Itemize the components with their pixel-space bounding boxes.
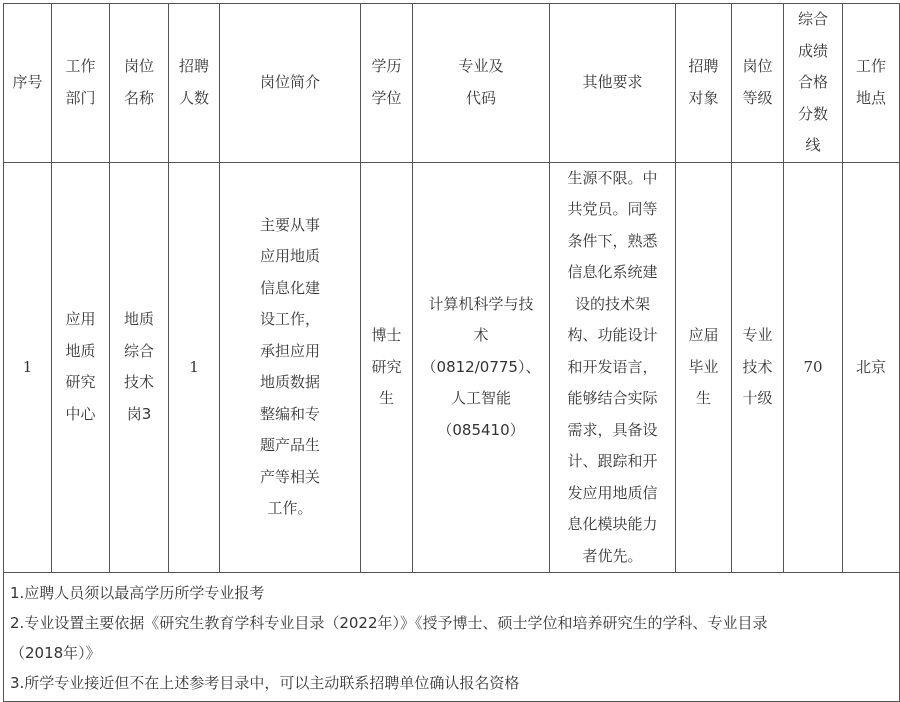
- cell-line: 其他要求: [582, 73, 643, 91]
- cell-line: 设的技术架: [574, 294, 650, 313]
- cell-line: 产等相关: [259, 467, 320, 486]
- cell-line: 序号: [12, 73, 43, 91]
- cell-line: 计算机科学与技: [428, 294, 534, 313]
- cell-line: 主要从事: [259, 215, 320, 234]
- cell-line: （085410）: [437, 420, 525, 439]
- cell-line: 博士: [371, 326, 402, 344]
- header-count: [169, 4, 220, 163]
- cell-line: 能够结合实际: [567, 389, 658, 407]
- cell-line: 技术: [742, 357, 773, 376]
- cell-line: 毕业: [688, 357, 719, 376]
- cell-line: 研究: [371, 357, 402, 376]
- cell-line: 岗3: [126, 404, 152, 423]
- cell-line: 共党员。同等: [567, 200, 658, 218]
- cell-line: 岗位: [742, 57, 773, 76]
- notes: [4, 573, 899, 698]
- cell-line: 工作: [65, 57, 96, 76]
- cell-line: 生: [695, 389, 711, 407]
- cell-line: 构、功能设计: [567, 326, 658, 344]
- cell-line: 分数: [797, 104, 828, 123]
- cell-other: [550, 162, 676, 573]
- header-dept: [52, 4, 110, 163]
- cell-edu-text: [371, 320, 401, 415]
- cell-line: 信息化建: [259, 278, 320, 297]
- cell-line: 成绩: [797, 41, 828, 60]
- header-other-text: [582, 67, 642, 99]
- cell-level: [732, 162, 784, 573]
- header-intro: [220, 4, 361, 163]
- cell-line: 招聘: [178, 57, 209, 76]
- cell-line: 人数: [178, 88, 209, 107]
- cell-line: 计、跟踪和开: [567, 452, 658, 470]
- cell-line: 地质: [65, 341, 96, 360]
- cell-major-text: [422, 289, 541, 447]
- header-row: [4, 4, 900, 163]
- cell-line: 中心: [65, 404, 96, 423]
- cell-line: 整编和专: [259, 404, 320, 423]
- cell-location: 北京: [843, 162, 900, 573]
- note-2: 2.专业设置主要依据《研究生教育学科专业目录（2022年）》《授予博士、硕士学位和培养研究生的学科、专业目录: [10, 614, 768, 632]
- note-1: 1.应聘人员须以最高学历所学专业报考: [10, 584, 265, 602]
- cell-line: 对象: [688, 88, 719, 107]
- cell-line: 代码: [465, 88, 496, 107]
- cell-intro: [220, 162, 361, 573]
- cell-post-text: [124, 304, 154, 430]
- header-other: [550, 4, 676, 163]
- cell-line: 发应用地质信: [567, 483, 658, 502]
- cell-line: 合格: [797, 73, 828, 91]
- recruitment-table: [3, 3, 900, 702]
- header-level-text: [742, 51, 772, 114]
- header-intro-text: [260, 67, 320, 99]
- cell-score: 70: [784, 162, 843, 573]
- cell-line: 综合: [123, 341, 154, 360]
- cell-line: 和开发语言，: [567, 357, 658, 376]
- cell-line: 学位: [371, 88, 402, 107]
- header-level: [732, 4, 784, 163]
- cell-seq: 1: [4, 162, 52, 573]
- cell-line: 设工作，: [259, 310, 320, 329]
- cell-post: [110, 162, 169, 573]
- cell-line: 线: [805, 136, 821, 154]
- cell-line: 部门: [65, 88, 96, 107]
- cell-line: 承担应用: [259, 341, 320, 360]
- header-post: [110, 4, 169, 163]
- header-dept-text: [65, 51, 95, 114]
- cell-level-text: [742, 320, 772, 415]
- header-location: [843, 4, 900, 163]
- header-post-text: [124, 51, 154, 114]
- cell-line: 综合: [797, 10, 828, 28]
- table-row: [4, 162, 900, 573]
- cell-line: 息化模块能力: [567, 515, 658, 533]
- cell-line: 招聘: [688, 57, 719, 76]
- cell-line: 十级: [742, 389, 773, 407]
- cell-other-text: [567, 163, 657, 573]
- cell-line: 条件下，熟悉: [567, 231, 658, 250]
- cell-line: 题产品生: [259, 436, 320, 455]
- header-major: [413, 4, 550, 163]
- cell-line: 者优先。: [582, 546, 643, 565]
- cell-target: [676, 162, 732, 573]
- cell-line: 工作。: [267, 499, 313, 518]
- cell-line: 生源不限。中: [567, 168, 658, 187]
- note-3: 3.所学专业接近但不在上述参考目录中，可以主动联系招聘单位确认报名资格: [10, 674, 520, 692]
- cell-line: 岗位: [123, 57, 154, 76]
- cell-dept-text: [65, 304, 95, 430]
- cell-line: 应用地质: [259, 247, 320, 266]
- header-target: [676, 4, 732, 163]
- cell-line: 生: [378, 389, 394, 407]
- cell-major: [413, 162, 550, 573]
- cell-count: 1: [169, 162, 220, 573]
- header-location-text: [856, 51, 886, 114]
- cell-line: 信息化系统建: [567, 263, 658, 281]
- cell-edu: [361, 162, 413, 573]
- cell-intro-text: [260, 210, 320, 525]
- cell-line: （0812/0775）、: [421, 357, 541, 376]
- header-target-text: [688, 51, 718, 114]
- cell-target-text: [688, 320, 718, 415]
- note-2-continued: （2018年）》: [10, 644, 101, 662]
- cell-line: 学历: [371, 57, 402, 76]
- header-major-text: [458, 51, 503, 114]
- header-seq: [4, 4, 52, 163]
- cell-line: 需求，具备设: [567, 420, 658, 439]
- cell-line: 研究: [65, 373, 96, 392]
- header-edu: [361, 4, 413, 163]
- header-count-text: [179, 51, 209, 114]
- cell-line: 工作: [855, 57, 886, 76]
- notes-row: [4, 573, 900, 702]
- cell-line: 技术: [123, 373, 154, 392]
- header-edu-text: [371, 51, 401, 114]
- cell-line: 术: [473, 326, 489, 344]
- cell-line: 岗位简介: [259, 73, 320, 91]
- cell-line: 专业: [742, 326, 773, 344]
- header-score: [784, 4, 843, 163]
- header-score-text: [798, 4, 828, 162]
- notes-cell: [4, 573, 900, 702]
- cell-line: 应用: [65, 310, 96, 329]
- cell-line: 等级: [742, 88, 773, 107]
- cell-line: 人工智能: [450, 389, 511, 407]
- cell-line: 应届: [688, 326, 719, 344]
- cell-line: 地质数据: [259, 373, 320, 392]
- cell-line: 专业及: [458, 57, 504, 76]
- cell-line: 名称: [123, 88, 154, 107]
- cell-line: 地点: [855, 88, 886, 107]
- header-seq-text: [12, 67, 42, 99]
- cell-line: 地质: [123, 310, 154, 329]
- cell-dept: [52, 162, 110, 573]
